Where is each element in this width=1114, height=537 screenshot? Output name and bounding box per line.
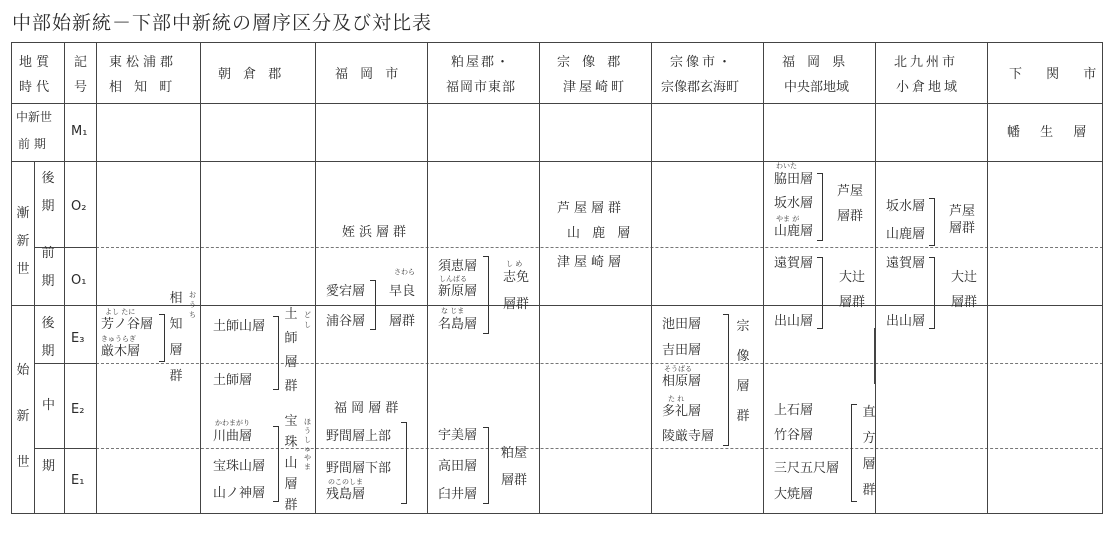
era-oligocene: 漸新世 — [16, 206, 30, 277]
sym-o2: O₂ — [71, 199, 87, 214]
formation-shime-b: 層群 — [503, 297, 530, 312]
formation-shinbaru: 新原層 — [438, 284, 478, 299]
bracket-shime — [483, 256, 489, 334]
header-matsuura-1: 東松浦郡 — [109, 55, 178, 70]
dashed-e2 — [96, 448, 1103, 449]
table-border-bottom — [11, 513, 1103, 514]
header-divider — [11, 103, 1103, 104]
header-fukuoka-pref-2: 中央部地域 — [784, 80, 850, 95]
era-e-period: 期 — [42, 459, 56, 474]
header-kitakyushu-2: 小倉地域 — [896, 80, 961, 95]
formation-hoshuyama: 宝珠山層 — [213, 459, 266, 474]
formation-ryogonji: 陵厳寺層 — [662, 429, 715, 444]
ruby-kawamagari: かわまがり — [215, 419, 250, 427]
bracket-nogata — [851, 404, 857, 502]
header-era-2: 時 代 — [19, 80, 50, 95]
formation-onga: 遠賀層 — [774, 256, 814, 271]
formation-najima: 名島層 — [438, 317, 478, 332]
formation-yamaga: 山 鹿 層 — [567, 226, 635, 241]
formation-sakamizu: 坂水層 — [774, 196, 814, 211]
formation-nogata-group: 直方層群 — [862, 405, 876, 498]
header-munakata-city-1: 宗像市・ — [670, 55, 735, 70]
formation-yamanokami: 山ノ神層 — [213, 486, 266, 501]
ruby-doshi: ど し — [304, 311, 311, 329]
bracket-k-otsuji — [929, 257, 935, 329]
col-line-6 — [427, 42, 428, 514]
formation-uratani: 浦谷層 — [326, 314, 366, 329]
formation-ashiya-a: 芦屋 — [837, 184, 864, 199]
formation-k-otsuji: 大辻 — [951, 270, 978, 285]
era-miocene-early: 前 期 — [18, 137, 46, 151]
formation-sawara: 早良 — [389, 284, 416, 299]
ruby-najima: な じま — [441, 307, 465, 315]
header-matsuura-2: 相 知 町 — [109, 80, 177, 95]
formation-doshi: 土師層 — [213, 373, 253, 388]
formation-ikeda: 池田層 — [662, 317, 702, 332]
ruby-hoshu: ほう しゅ やま — [304, 418, 311, 471]
col-line-8 — [651, 42, 652, 514]
ruby-shime: し め — [506, 260, 523, 268]
otsuji-extension — [874, 328, 875, 384]
formation-ideyama: 出山層 — [774, 314, 814, 329]
formation-doshi-group: 土師層群 — [284, 307, 298, 394]
ruby-ouchi: お う ち — [189, 291, 196, 319]
formation-fukuoka-group: 福 岡 層 群 — [334, 401, 399, 416]
formation-meinohama: 姪浜層群 — [342, 225, 411, 240]
col-line-7 — [539, 42, 540, 514]
era-o-early: 前期 — [41, 246, 55, 289]
ruby-iwaki: きゅうらぎ — [101, 335, 136, 343]
era-divider-mid — [34, 448, 96, 449]
ruby-shinbaru: しんばる — [439, 275, 467, 283]
bracket-otsuji — [817, 257, 823, 329]
header-asakura: 朝 倉 郡 — [218, 67, 286, 82]
formation-sawara-b: 層群 — [389, 314, 416, 329]
formation-iwaki: 厳木層 — [101, 344, 141, 359]
formation-sue: 須恵層 — [438, 259, 478, 274]
formation-noma-lower: 野間層下部 — [326, 461, 392, 476]
formation-tsuyazaki: 津屋崎層 — [557, 255, 626, 270]
ruby-zanshima: のこのしま — [328, 478, 363, 486]
ruby-wakita: わいた — [776, 162, 797, 170]
header-kasuya-1: 粕屋郡・ — [451, 55, 512, 70]
formation-k-ashiya-b: 層群 — [949, 221, 976, 236]
bracket-sawara — [370, 280, 376, 330]
ruby-yamaga: やま が — [776, 215, 800, 223]
col-line-9 — [763, 42, 764, 514]
header-sym-2: 号 — [74, 80, 88, 95]
header-kitakyushu-1: 北九州市 — [894, 55, 959, 70]
ruby-tare: た れ — [668, 395, 685, 403]
formation-k-ashiya-a: 芦屋 — [949, 204, 976, 219]
era-o-late: 後期 — [41, 171, 55, 214]
ruby-aibara: そうばる — [664, 365, 692, 373]
era-miocene: 中新世 — [16, 110, 53, 124]
formation-aibara: 相原層 — [662, 374, 702, 389]
formation-k-otsuji-b: 層群 — [951, 295, 978, 310]
header-era-1: 地 質 — [19, 55, 50, 70]
header-sym-1: 記 — [74, 55, 88, 70]
formation-otsuji: 大辻 — [839, 270, 866, 285]
page-title: 中部始新統－下部中新統の層序区分及び対比表 — [12, 12, 433, 34]
formation-doshiyama: 土師山層 — [213, 319, 266, 334]
col-line-11 — [987, 42, 988, 514]
formation-hachiu: 幡 生 層 — [1007, 125, 1095, 140]
formation-takata: 高田層 — [438, 459, 478, 474]
era-e-late: 後期 — [41, 316, 55, 359]
sym-m1: M₁ — [71, 124, 88, 139]
stratigraphy-table — [11, 42, 1107, 514]
header-fukuoka-pref-1: 福 岡 県 — [782, 55, 850, 70]
formation-shime: 志免 — [503, 270, 530, 285]
col-line-5 — [315, 42, 316, 514]
bracket-fukuoka — [401, 422, 407, 504]
formation-zanshima: 残島層 — [326, 487, 366, 502]
formation-noma-upper: 野間層上部 — [326, 429, 392, 444]
formation-hoshu-group: 宝珠山層群 — [284, 414, 298, 513]
formation-munakata-group: 宗像層群 — [736, 319, 750, 424]
ruby-yoshitani: よし たに — [105, 308, 136, 316]
table-border-top — [11, 42, 1103, 43]
formation-umi: 宇美層 — [438, 428, 478, 443]
formation-kawamagari: 川曲層 — [213, 429, 253, 444]
sym-o1: O₁ — [71, 273, 87, 288]
sym-e2: E₂ — [71, 402, 85, 417]
miocene-divider — [11, 161, 1103, 162]
col-line-3 — [96, 42, 97, 514]
era-e-middle: 中 — [42, 398, 56, 413]
bracket-hoshu — [273, 426, 279, 502]
sym-e1: E₁ — [71, 473, 85, 488]
formation-atago: 愛宕層 — [326, 284, 366, 299]
formation-tare: 多礼層 — [662, 404, 702, 419]
bracket-doshi — [273, 316, 279, 390]
col-line-2 — [64, 42, 65, 514]
header-munakata-gun-2: 津屋崎町 — [563, 80, 628, 95]
formation-takeya: 竹谷層 — [774, 428, 814, 443]
bracket-munakata — [723, 314, 729, 446]
bracket-ouchi — [159, 314, 165, 362]
ruby-sawara: さわら — [394, 268, 415, 276]
dashed-o — [96, 247, 1103, 248]
col-line-12 — [1102, 42, 1103, 514]
header-munakata-city-2: 宗像郡玄海町 — [661, 80, 740, 95]
bracket-k-ashiya — [929, 198, 935, 246]
formation-kasuya-a: 粕屋 — [501, 446, 528, 461]
era-eocene: 始新世 — [16, 363, 30, 470]
formation-kasuya-b: 層群 — [501, 473, 528, 488]
header-kasuya-2: 福岡市東部 — [446, 80, 517, 95]
formation-ouchi-group: 相知層群 — [169, 291, 183, 384]
bracket-kasuya — [483, 427, 489, 504]
formation-wakita: 脇田層 — [774, 172, 814, 187]
formation-k-ideyama: 出山層 — [886, 314, 926, 329]
formation-otsuji-b: 層群 — [839, 295, 866, 310]
dashed-e3 — [96, 363, 1103, 364]
col-line-4 — [200, 42, 201, 514]
sym-e3: E₃ — [71, 331, 85, 346]
formation-yoshitani: 芳ノ谷層 — [101, 317, 154, 332]
header-shimonoseki: 下 関 市 — [1009, 67, 1107, 82]
formation-k-onga: 遠賀層 — [886, 256, 926, 271]
formation-oyake: 大焼層 — [774, 487, 814, 502]
formation-shirai: 臼井層 — [438, 487, 478, 502]
header-fukuoka-city: 福 岡 市 — [335, 67, 403, 82]
formation-sanjakugo: 三尺五尺層 — [774, 461, 840, 476]
formation-k-sakamizu: 坂水層 — [886, 199, 926, 214]
bracket-ashiya — [817, 173, 823, 241]
formation-yoshida: 吉田層 — [662, 343, 702, 358]
formation-yamaga2: 山鹿層 — [774, 224, 814, 239]
formation-k-yamaga: 山鹿層 — [886, 227, 926, 242]
formation-ueishi: 上石層 — [774, 403, 814, 418]
col-line-0 — [11, 42, 12, 514]
formation-ashiya-b: 層群 — [837, 209, 864, 224]
formation-ashiya-group: 芦屋層群 — [557, 201, 626, 216]
col-line-1 — [34, 161, 35, 513]
header-munakata-gun-1: 宗 像 郡 — [557, 55, 625, 70]
